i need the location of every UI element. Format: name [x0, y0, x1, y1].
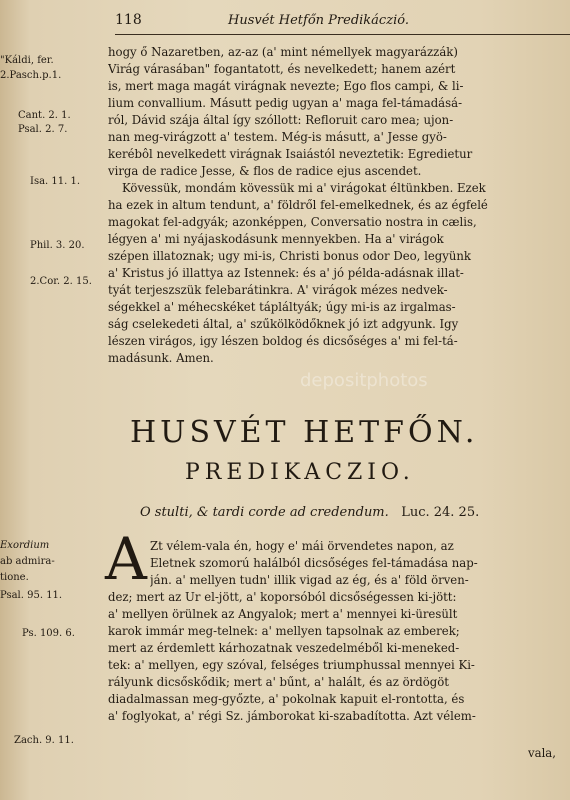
text-line: mert az érdemlett kárhozatnak veszedelméből ki-meneked-: [108, 641, 460, 655]
margin-note: Zach. 9. 11.: [14, 735, 74, 746]
running-title: Husvét Hetfőn Predikáczió.: [228, 13, 409, 28]
text-line: Virág várasában" fogantatott, és nevelkedett; hanem azért: [108, 62, 456, 76]
text-line: ségekkel a' méhecskéket tápláltyák; úgy mi-is az irgalmas-: [108, 300, 456, 314]
page-header: [115, 10, 570, 32]
text-line: tyát terjeszszük felebarátinkra. A' virágok mézes nedvek-: [108, 283, 448, 297]
watermark: depositphotos: [300, 370, 428, 391]
text-line: lészen virágos, igy lészen boldog és dicsőséges a' mi fel-tá-: [108, 334, 458, 348]
text-line: magokat fel-adgyák; azonképpen, Conversatio nostra in cælis,: [108, 215, 477, 229]
margin-note: "Káldi, fer.: [0, 55, 54, 66]
margin-note: Isa. 11. 1.: [30, 176, 81, 187]
text-line: vala,: [528, 746, 556, 760]
citation-quote: O stulti, & tardi corde ad credendum.: [140, 505, 389, 520]
text-line: dez; mert az Ur el-jött, a' koporsóból dicsőségessen ki-jött:: [108, 590, 457, 604]
header-rule: [115, 34, 570, 35]
margin-note: Ps. 109. 6.: [22, 628, 75, 639]
text-line: madásunk. Amen.: [108, 351, 214, 365]
sermon-title: HUSVÉT HETFŐN.: [130, 415, 479, 450]
text-line: tek: a' mellyen, egy szóval, felséges triumphussal mennyei Ki-: [108, 658, 475, 672]
text-line: diadalmassan meg-győzte, a' pokolnak kapuit el-rontotta, és: [108, 692, 465, 706]
text-line: ról, Dávid szája által így szóllott: Refloruit caro mea; ujon-: [108, 113, 454, 127]
text-line: lium convallium. Másutt pedig ugyan a' maga fel-támadásá-: [108, 96, 463, 110]
margin-note: Psal. 95. 11.: [0, 590, 63, 601]
text-line: a' foglyokat, a' régi Sz. jámborokat ki-szabadította. Azt vélem-: [108, 709, 476, 723]
margin-note: Exordium: [0, 540, 50, 551]
text-line: Kövessük, mondám kövessük mi a' virágokat éltünkben. Ezek: [122, 181, 486, 195]
citation-reference: Luc. 24. 25.: [401, 505, 480, 520]
text-line: szépen illatoznak; ugy mi-is, Christi bonus odor Deo, legyünk: [108, 249, 471, 263]
sermon-subtitle: PREDIKACZIO.: [185, 460, 415, 485]
page-number: 118: [115, 12, 142, 28]
text-line: ha ezek in altum tendunt, a' földről fel-emelkednek, és az égfelé: [108, 198, 488, 212]
text-line: a' mellyen örülnek az Angyalok; mert a' mennyei ki-üresült: [108, 607, 458, 621]
margin-note: 2.Pasch.p.1.: [0, 70, 62, 81]
text-line: a' Kristus jó illattya az Istennek: és a' jó példa-adásnak illat-: [108, 266, 464, 280]
text-line: rályunk dicsőskődik; mert a' bűnt, a' halált, és az ördögöt: [108, 675, 449, 689]
text-line: kerébôl nevelkedett virágnak Isaiástól neveztetik: Egredietur: [108, 147, 473, 161]
margin-note: 2.Cor. 2. 15.: [30, 276, 92, 287]
text-line: ság cselekedeti által, a' szűkölködőknek jó izt adgyunk. Igy: [108, 317, 459, 331]
text-line: hogy ő Nazaretben, az-az (a' mint némellyek magyarázzák): [108, 45, 458, 59]
text-line: légyen a' mi nyájaskodásunk mennyekben. Ha a' virágok: [108, 232, 444, 246]
text-line: virga de radice Jesse, & flos de radice ejus ascendet.: [108, 164, 422, 178]
text-line: is, mert maga magát virágnak nevezte; Ego flos campi, & li-: [108, 79, 464, 93]
margin-note: ab admira-: [0, 556, 55, 567]
margin-note: Phil. 3. 20.: [30, 240, 85, 251]
text-line: Eletnek szomorú halálból dicsőséges fel-támadása nap-: [150, 556, 478, 570]
drop-cap: A: [105, 525, 147, 593]
margin-note: tione.: [0, 572, 29, 583]
text-line: Zt vélem-vala én, hogy e' mái örvendetes napon, az: [150, 539, 454, 553]
text-line: nan meg-virágzott a' testem. Még-is másutt, a' Jesse gyö-: [108, 130, 447, 144]
margin-note: Psal. 2. 7.: [18, 124, 68, 135]
text-line: karok immár meg-telnek: a' mellyen tapsolnak az emberek;: [108, 624, 460, 638]
text-line: ján. a' mellyen tudn' illik vigad az ég, és a' föld örven-: [150, 573, 469, 587]
margin-note: Cant. 2. 1.: [18, 110, 71, 121]
scripture-citation: [140, 505, 479, 520]
